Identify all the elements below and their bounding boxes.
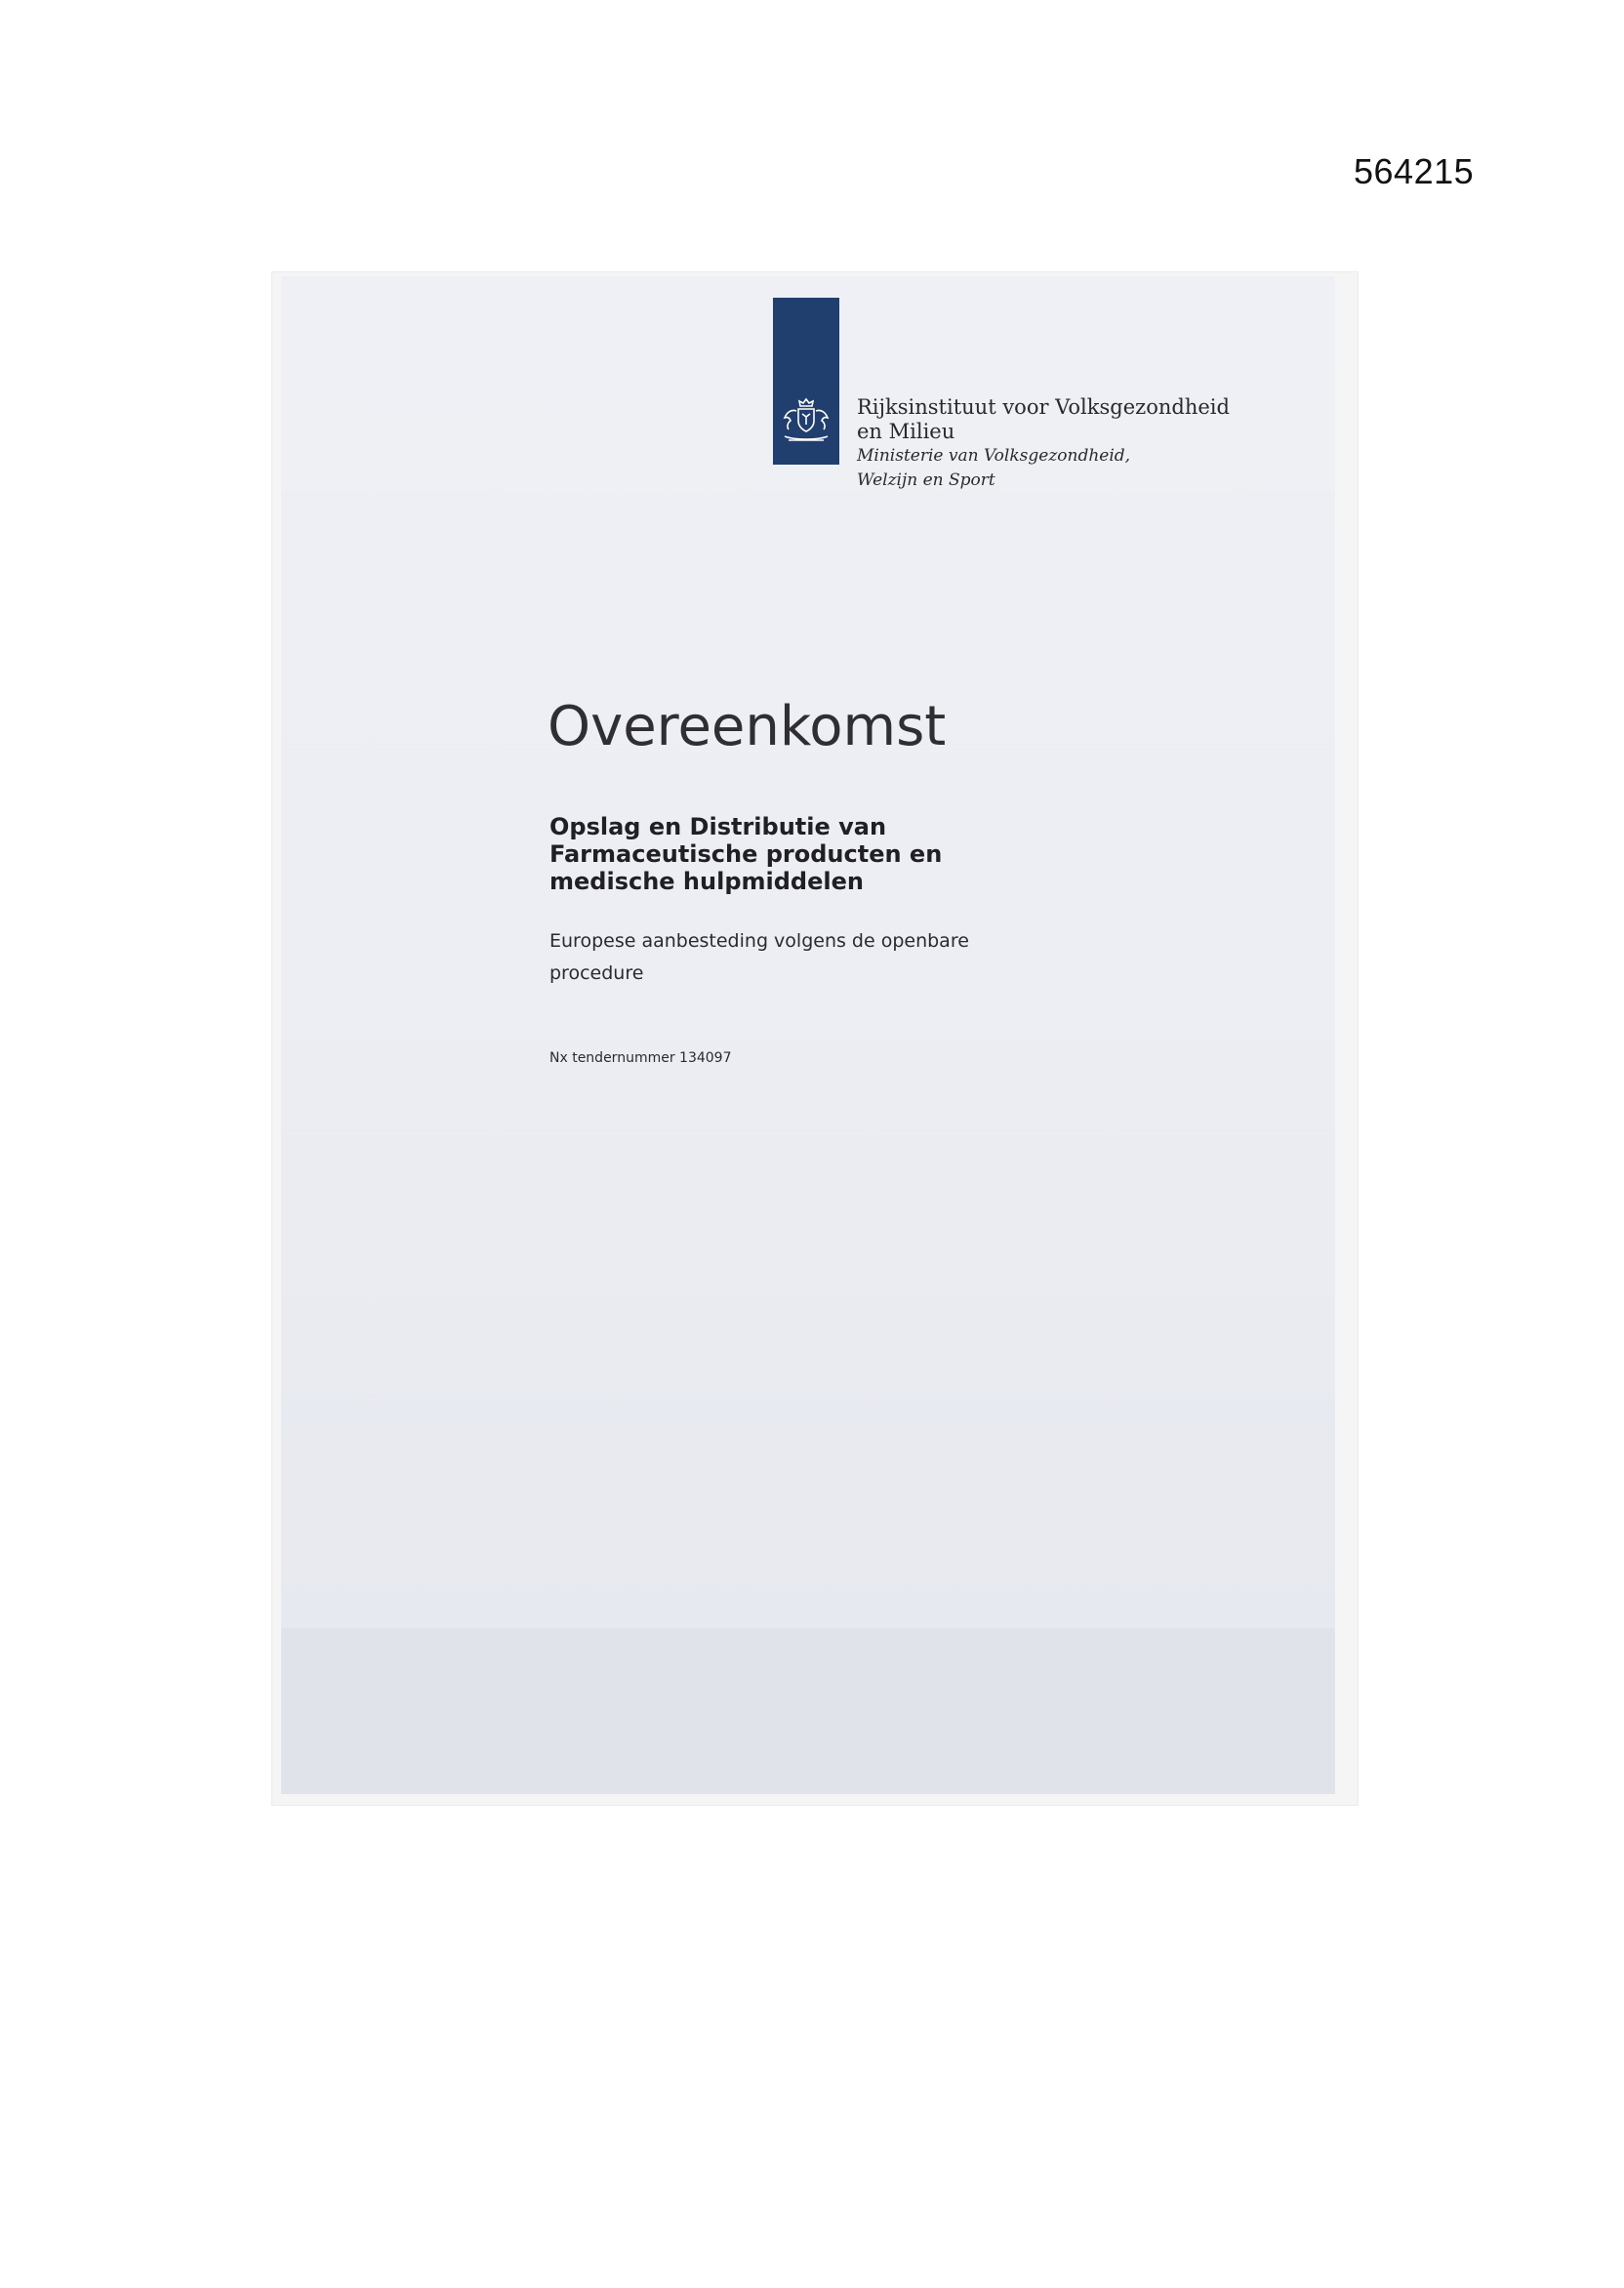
subtitle-line: Opslag en Distributie van (549, 813, 887, 840)
document-subtitle (549, 813, 942, 895)
document-title: Overeenkomst (548, 695, 947, 758)
ministry-name-line-2: Welzijn en Sport (857, 470, 995, 490)
document-number: 564215 (1354, 151, 1475, 191)
subtitle-line: medische hulpmiddelen (549, 868, 864, 895)
procedure-line: Europese aanbesteding volgens de openbare (549, 930, 969, 952)
organisation-name-line-2: en Milieu (857, 420, 955, 443)
organisation-name-line-1: Rijksinstituut voor Volksgezondheid (857, 395, 1230, 419)
subtitle-line: Farmaceutische producten en (549, 840, 943, 868)
tender-number: Nx tendernummer 134097 (549, 1050, 732, 1066)
scanned-cover-page (281, 276, 1335, 1794)
scan-shading-band (281, 1628, 1335, 1794)
organisation-block (857, 395, 1230, 493)
procedure-line: procedure (549, 962, 644, 984)
royal-coat-of-arms-icon (777, 395, 835, 446)
procedure-description (549, 925, 969, 990)
ministry-name-line-1: Ministerie van Volksgezondheid, (857, 446, 1131, 466)
